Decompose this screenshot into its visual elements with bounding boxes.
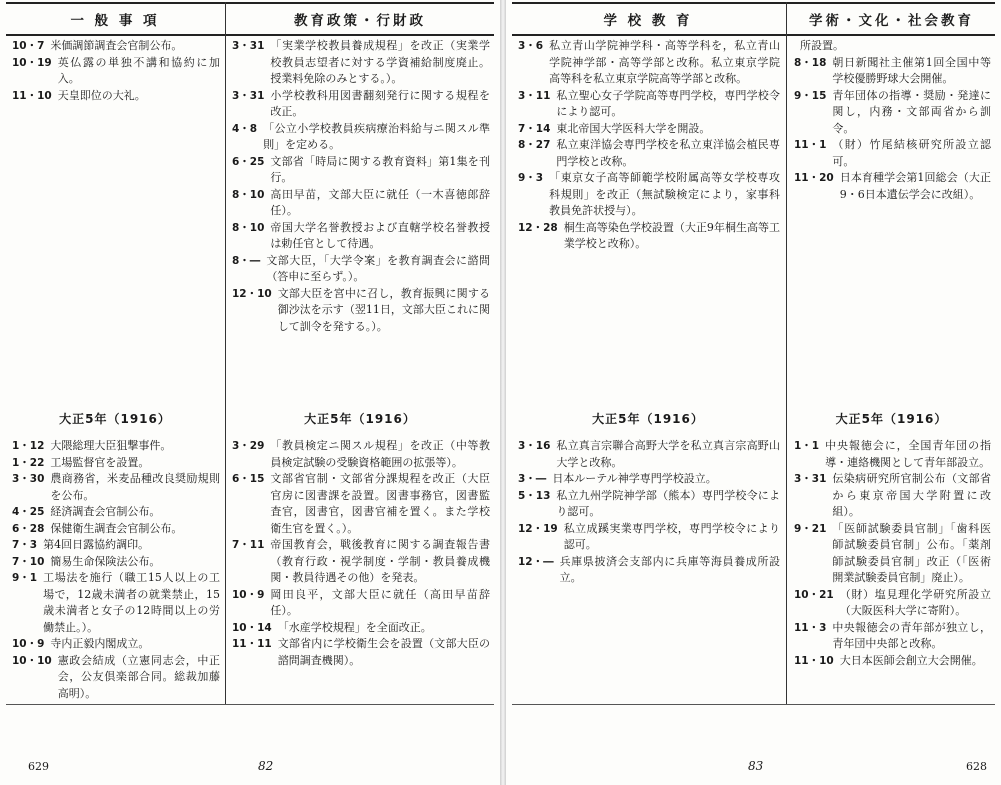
entry-date: 3・6 [518, 40, 544, 52]
entry-date: 9・3 [518, 172, 544, 184]
entry-date: 4・8 [232, 122, 258, 135]
entry-date: 3・30 [12, 473, 45, 485]
timeline-entry [12, 653, 220, 703]
entry-text: 所設置。 [800, 39, 844, 52]
timeline-entry [12, 521, 220, 538]
timeline-entry [232, 537, 490, 587]
timeline-entry [794, 170, 991, 203]
timeline-entry [232, 587, 490, 620]
entry-text: 私立真言宗聯合高野大学を私立真言宗高野山大学と改称。 [556, 439, 780, 469]
timeline-entry [794, 88, 991, 138]
column-divider [786, 2, 787, 705]
entry-text: 私立九州学院神学部（熊本）専門学校令により認可。 [556, 488, 780, 518]
timeline-entry [12, 38, 220, 55]
column-header-policy: 教育政策・行財政 [294, 13, 426, 29]
entry-text: 伝染病研究所官制公布（文部省から東京帝国大学附置に改組）。 [832, 472, 991, 518]
entry-date: 10・21 [794, 588, 834, 601]
timeline-entry [232, 471, 490, 537]
entry-date: 3・31 [232, 89, 265, 102]
entry-text: 日本ルーテル神学専門学校設立。 [552, 472, 717, 485]
entry-date: 3・29 [232, 440, 265, 452]
timeline-entry [518, 521, 780, 554]
entry-text: 英仏露の単独不講和協約に加入。 [57, 55, 220, 85]
entry-text: 経済調査会官制公布。 [50, 505, 161, 518]
entry-text: （財）塩見理化学研究所設立（大阪医科大学に寄附）。 [839, 587, 991, 617]
entry-text: 岡田良平，文部大臣に就任（高田早苗辞任）。 [270, 587, 490, 617]
entry-text: 「実業学校教員養成規程」を改正（実業学校教員志望者に対する学資補給制度廃止。授業料免除のみとする。）。 [270, 39, 490, 85]
entry-date: 3・31 [232, 40, 265, 52]
entry-date: 3・16 [518, 440, 551, 452]
entry-date: 12・19 [518, 522, 558, 535]
entry-text: 中央報徳会の青年部が独立し，青年団中央部と改称。 [832, 620, 991, 650]
entry-date: 4・25 [12, 506, 45, 518]
entry-date: 1・1 [794, 440, 820, 452]
entry-text: 桐生高等染色学校設置（大正9年桐生高等工業学校と改称）。 [563, 220, 780, 250]
entry-date: 1・12 [12, 440, 45, 452]
entry-date: 11・11 [232, 638, 272, 650]
column-school [512, 2, 784, 705]
entry-date: 12・10 [232, 287, 272, 300]
policy-bottom-entries [232, 438, 490, 669]
entry-text: 帝国大学名誉教授および直轄学校名誉教授は勅任官として待遇。 [270, 220, 490, 250]
school-bottom-entries [518, 438, 780, 587]
entry-text: 憲政会結成（立憲同志会，中正会，公友倶楽部合同。総裁加藤高明）。 [57, 653, 220, 700]
timeline-entry [12, 537, 220, 554]
entry-date: 6・25 [232, 155, 265, 168]
entry-text: 「水産学校規程」を全面改正。 [277, 620, 432, 634]
culture-bottom-entries [794, 438, 991, 669]
entry-text: 寺内正毅内閣成立。 [50, 637, 150, 650]
entry-date: 10・19 [12, 56, 52, 69]
entry-text: 日本育種学会第1回総会（大正9・6日本遺伝学会に改組）。 [839, 171, 991, 201]
general-bottom-entries [12, 438, 220, 702]
timeline-entry [518, 554, 780, 587]
entry-text: 「東京女子高等師範学校附属高等女学校専攻科規則」を改正（無試験検定により，家事科教員免許状授与）。 [549, 171, 780, 217]
timeline-entry [794, 587, 991, 620]
entry-text: 「教員検定ニ関スル規程」を改正（中等教員検定試験の受験資格範囲の拡張等）。 [270, 439, 490, 469]
timeline-entry [794, 521, 991, 587]
entry-date: 9・15 [794, 89, 827, 102]
column-header-school: 学 校 教 育 [603, 13, 693, 29]
left-page [0, 0, 500, 785]
entry-date: 11・1 [794, 139, 827, 151]
entry-date: 5・13 [518, 489, 551, 502]
entry-text: 大日本医師会創立大会開催。 [839, 653, 983, 667]
timeline-entry [12, 471, 220, 504]
year-label-general: 大正5年（1916） [59, 412, 171, 426]
entry-text: 大隈総理大臣狙撃事件。 [50, 439, 172, 452]
column-header-culture: 学術・文化・社会教育 [809, 13, 974, 29]
timeline-entry [12, 55, 220, 88]
entry-date: 10・9 [12, 638, 45, 650]
entry-date: 3・― [518, 473, 547, 485]
year-label-school: 大正5年（1916） [592, 412, 704, 426]
timeline-entry [794, 137, 991, 170]
timeline-entry [232, 286, 490, 336]
entry-text: 東北帝国大学医科大学を開設。 [556, 121, 711, 135]
timeline-entry [518, 438, 780, 471]
entry-text: 第4回日露協約調印。 [43, 538, 150, 551]
entry-date: 7・3 [12, 539, 38, 551]
entry-date: 9・1 [12, 572, 38, 584]
entry-text: 文部省「時局に関する教育資料」第1集を刊行。 [270, 154, 490, 184]
entry-text: 青年団体の指導・奨励・発達に関し，内務・文部両省から訓令。 [832, 88, 991, 135]
entry-date: 7・11 [232, 539, 265, 551]
page-number-far-left: 629 [28, 760, 49, 773]
entry-date: 6・15 [232, 473, 265, 485]
timeline-entry [518, 170, 780, 220]
entry-text: （財）竹尾結核研究所設立認可。 [832, 138, 991, 168]
entry-date: 8・― [232, 254, 261, 267]
timeline-entry [518, 471, 780, 488]
entry-text: 「医師試験委員官制」「歯科医師試験委員官制」公布。「薬剤師試験委員官制」改正（「医術開業試験委員官制」廃止）。 [832, 521, 991, 584]
entry-text: 米価調節調査会官制公布。 [50, 39, 183, 52]
timeline-entry [12, 88, 220, 105]
entry-date: 3・11 [518, 89, 551, 102]
entry-date: 3・31 [794, 473, 827, 485]
timeline-entry [518, 38, 780, 88]
entry-text: 天皇即位の大礼。 [57, 88, 146, 102]
timeline-entry [232, 38, 490, 88]
school-top-entries [518, 38, 780, 253]
timeline-entry [794, 55, 991, 88]
entry-text: 私立成蹊実業専門学校，専門学校令により認可。 [563, 521, 780, 551]
timeline-entry [518, 220, 780, 253]
year-label-culture: 大正5年（1916） [835, 412, 948, 426]
entry-text: 農商務省，米麦品種改良奨励規則を公布。 [50, 472, 220, 502]
entry-text: 高田早苗，文部大臣に就任（一木喜徳郎辞任）。 [270, 187, 490, 217]
year-label-policy: 大正5年（1916） [304, 412, 416, 426]
entry-text: 兵庫県披済会支部内に兵庫等海員養成所設立。 [559, 554, 780, 584]
entry-date: 8・18 [794, 56, 827, 69]
entry-text: 保健衛生調査会官制公布。 [50, 521, 183, 535]
timeline-entry [232, 438, 490, 471]
timeline-entry [794, 38, 991, 55]
entry-text: 工場監督官を設置。 [50, 455, 150, 469]
timeline-entry [232, 88, 490, 121]
policy-top-entries [232, 38, 490, 335]
entry-date: 6・28 [12, 522, 45, 535]
entry-text: 文部大臣，「大学令案」を教育調査会に諮問（答申に至らず。）。 [266, 253, 490, 283]
entry-date: 10・14 [232, 621, 272, 634]
entry-text: 私立東洋協会専門学校を私立東洋協会植民専門学校と改称。 [556, 138, 780, 168]
entry-text: 「公立小学校教員疾病療治料給与ニ関スル準則」を定める。 [263, 121, 490, 151]
column-culture [788, 2, 995, 705]
entry-text: 私立聖心女子学院高等専門学校，専門学校令により認可。 [556, 88, 780, 118]
entry-text: 帝国教育会，戦後教育に関する調査報告書（教育行政・視学制度・学制・教員養成機関・教員待遇その他）を発表。 [270, 538, 490, 584]
entry-date: 8・10 [232, 221, 265, 234]
column-header-general: 一 般 事 項 [70, 13, 160, 29]
right-page [506, 0, 1001, 785]
entry-text: 簡易生命保険法公布。 [50, 554, 161, 568]
timeline-entry [12, 554, 220, 571]
timeline-entry [232, 154, 490, 187]
entry-date: 8・27 [518, 139, 551, 151]
timeline-entry [518, 88, 780, 121]
entry-text: 文部省内に学校衛生会を設置（文部大臣の諮問調査機関）。 [277, 637, 490, 667]
timeline-entry [518, 121, 780, 138]
entry-text: 文部省官制・文部省分課規程を改正（大臣官房に図書課を設置。図書事務官，図書監査官，図書官，図書官補を置く。また学校衛生官を置く。）。 [270, 472, 490, 535]
general-top-entries [12, 38, 220, 104]
entry-date: 11・20 [794, 172, 834, 184]
entry-date: 9・21 [794, 522, 827, 535]
entry-date: 8・10 [232, 188, 265, 201]
entry-date: 11・10 [12, 89, 52, 102]
timeline-entry [12, 636, 220, 653]
entry-date: 1・22 [12, 456, 45, 469]
timeline-entry [794, 438, 991, 471]
timeline-entry [794, 620, 991, 653]
entry-text: 朝日新聞社主催第1回全国中等学校優勝野球大会開催。 [832, 55, 991, 85]
timeline-entry [232, 187, 490, 220]
entry-date: 12・― [518, 555, 554, 568]
page-number-far-right: 628 [966, 760, 987, 773]
timeline-entry [12, 570, 220, 636]
entry-date: 10・10 [12, 654, 52, 667]
column-general [6, 2, 224, 705]
timeline-entry [232, 121, 490, 154]
timeline-entry [518, 137, 780, 170]
entry-date: 10・9 [232, 588, 265, 601]
entry-date: 10・7 [12, 40, 45, 52]
entry-date: 11・10 [794, 654, 834, 667]
right-bottom-rule [512, 704, 995, 705]
timeline-entry [12, 504, 220, 521]
column-policy [226, 2, 494, 705]
entry-date: 7・10 [12, 555, 45, 568]
entry-text: 中央報徳会に，全国青年団の指導・連絡機関として青年部設立。 [825, 439, 991, 469]
page-number-right-inner: 83 [748, 759, 764, 773]
entry-text: 私立青山学院神学科・高等学科を，私立青山学院神学部・高等学部と改称。私立東京学院高等科を私立東京学院高等学部と改称。 [549, 39, 780, 85]
timeline-entry [12, 455, 220, 472]
page-number-left-inner: 82 [258, 759, 274, 773]
entry-text: 文部大臣を宮中に召し，教育振興に関する御沙汰を示す（翌11日，文部大臣これに関して訓令を発する。）。 [277, 286, 490, 333]
culture-top-entries [794, 38, 991, 203]
timeline-entry [232, 620, 490, 637]
entry-date: 7・14 [518, 122, 551, 135]
entry-date: 11・3 [794, 621, 827, 634]
entry-date: 12・28 [518, 221, 558, 234]
timeline-entry [518, 488, 780, 521]
left-bottom-rule [6, 704, 494, 705]
timeline-entry [232, 636, 490, 669]
timeline-entry [794, 471, 991, 521]
entry-text: 小学校教科用図書翻刻発行に関する規程を改正。 [270, 88, 490, 118]
timeline-entry [794, 653, 991, 670]
timeline-entry [12, 438, 220, 455]
entry-text: 工場法を施行（職工15人以上の工場で，12歳未満者の就業禁止，15歳未満者と女子の12時間以上の労働禁止。）。 [43, 571, 220, 634]
timeline-entry [232, 253, 490, 286]
timeline-entry [232, 220, 490, 253]
